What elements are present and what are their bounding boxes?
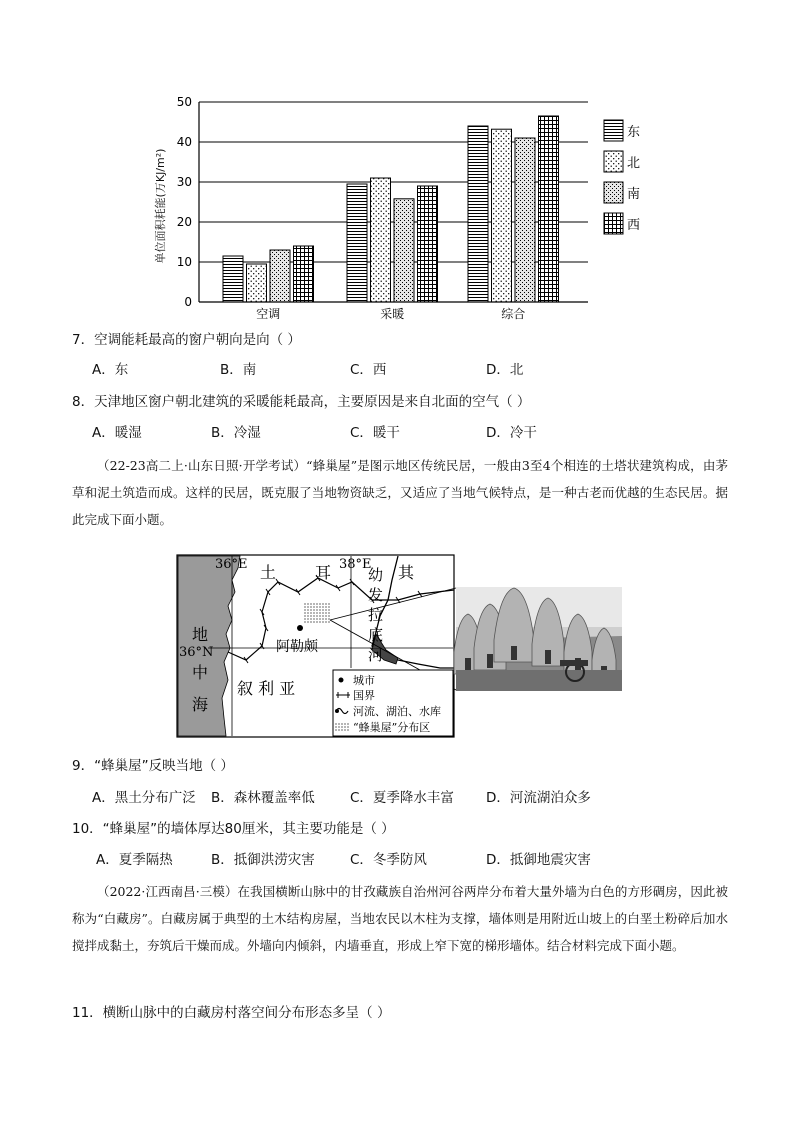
area-dot: [304, 603, 305, 604]
area-dot: [316, 603, 317, 604]
map-turkey-char-2: 耳: [315, 563, 332, 582]
area-dot: [322, 609, 323, 610]
map-river-char-3: 拉: [368, 606, 384, 624]
area-dot: [325, 615, 326, 616]
area-dot: [316, 621, 317, 622]
map-turkey-char-3: 其: [398, 563, 415, 582]
area-dot: [313, 612, 314, 613]
area-dot: [307, 606, 308, 607]
q10-option-c[interactable]: C．冬季防风: [350, 852, 427, 868]
area-dot: [310, 621, 311, 622]
area-dot: [322, 618, 323, 619]
area-dot: [307, 603, 308, 604]
question-9: 9．“蜂巢屋”反映当地（ ）: [72, 758, 234, 774]
bar-北-综合: [492, 129, 512, 302]
energy-bar-chart: [145, 90, 655, 330]
q9-option-a[interactable]: A．黑土分布广泛: [92, 790, 196, 806]
legend-dot: [347, 723, 348, 724]
q10-option-d[interactable]: D．抵御地震灾害: [486, 852, 591, 868]
legend-border: 国界: [353, 689, 375, 702]
dome-door: [465, 658, 471, 672]
area-dot: [322, 612, 323, 613]
bar-北-采暖: [371, 178, 391, 302]
legend-dot: [347, 726, 348, 727]
legend-swatch-南: [604, 182, 623, 203]
legend-river: 河流、湖泊、水库: [353, 705, 441, 718]
map-sea-char-2: 中: [192, 663, 209, 682]
legend-label: 北: [627, 156, 641, 171]
area-dot: [325, 606, 326, 607]
legend-dot: [344, 723, 345, 724]
area-dot: [310, 609, 311, 610]
area-dot: [310, 618, 311, 619]
area-dot: [325, 618, 326, 619]
legend-dot: [338, 729, 339, 730]
area-dot: [304, 615, 305, 616]
map-river-char-4: 底: [368, 626, 384, 644]
legend-beehive-area: “蜂巢屋”分布区: [353, 721, 431, 734]
q8-option-d[interactable]: D．冷干: [486, 425, 537, 441]
y-tick-label: 40: [176, 135, 192, 149]
map-river-char-1: 幼: [368, 566, 384, 584]
passage-white-tibetan-houses: （2022·江西南昌·三模）在我国横断山脉中的甘孜藏族自治州河谷两岸分布着大量外墙为白色的方形碉房，因此被称为“白藏房”。白藏房属于典型的土木结构房屋，当地农民以木柱为支撑，墙体则是用附近山坡上的白垩土粉碎后加水搅拌成黏土，夯筑后干燥而成。外墙向内倾斜，内墙垂直，形成上窄下宽的梯形墙体。结合材料完成下面小题。: [72, 884, 728, 953]
area-dot: [322, 621, 323, 622]
q9-option-d[interactable]: D．河流湖泊众多: [486, 790, 591, 806]
area-dot: [322, 603, 323, 604]
question-8: 8．天津地区窗户朝北建筑的采暖能耗最高，主要原因是来自北面的空气（ ）: [72, 394, 531, 410]
bar-南-采暖: [394, 199, 414, 302]
bar-北-空调: [247, 264, 267, 302]
bar-东-综合: [468, 126, 488, 302]
area-dot: [310, 615, 311, 616]
area-dot: [310, 606, 311, 607]
area-dot: [328, 618, 329, 619]
area-dot: [313, 621, 314, 622]
bar-东-采暖: [347, 184, 367, 302]
area-dot: [325, 621, 326, 622]
bar-南-空调: [270, 250, 290, 302]
area-dot: [319, 609, 320, 610]
bar-东-空调: [223, 256, 243, 302]
area-dot: [307, 618, 308, 619]
map-river-char-5: 河: [368, 646, 384, 664]
area-dot: [316, 615, 317, 616]
area-dot: [313, 618, 314, 619]
legend-dot: [341, 723, 342, 724]
y-tick-label: 10: [176, 255, 192, 269]
x-tick-label: 综合: [501, 307, 526, 321]
beehive-house-photo: [454, 587, 622, 691]
area-dot: [319, 612, 320, 613]
question-7: 7．空调能耗最高的窗户朝向是向（ ）: [72, 332, 301, 348]
legend-label: 南: [627, 187, 641, 202]
bar-西-采暖: [418, 186, 438, 302]
legend-swatch-北: [604, 151, 623, 172]
map-sea-char-1: 地: [192, 625, 209, 644]
area-dot: [307, 609, 308, 610]
area-dot: [313, 615, 314, 616]
area-dot: [322, 606, 323, 607]
map-lon36-label: 36°E: [215, 557, 248, 572]
legend-dot: [335, 729, 336, 730]
map-turkey-char-1: 土: [260, 563, 277, 582]
q8-option-c[interactable]: C．暖干: [350, 425, 400, 441]
area-dot: [307, 612, 308, 613]
legend-dot: [347, 729, 348, 730]
q7-option-a[interactable]: A．东: [92, 362, 129, 378]
q9-option-c[interactable]: C．夏季降水丰富: [350, 790, 454, 806]
map-lon38-label: 38°E: [339, 557, 372, 572]
area-dot: [328, 612, 329, 613]
bar-西-综合: [539, 116, 559, 302]
legend-dot: [338, 723, 339, 724]
area-dot: [304, 621, 305, 622]
q10-option-b[interactable]: B．抵御洪涝灾害: [211, 852, 315, 868]
question-11: 11．横断山脉中的白藏房村落空间分布形态多呈（ ）: [72, 1005, 391, 1021]
y-tick-label: 20: [176, 215, 192, 229]
area-dot: [316, 612, 317, 613]
area-dot: [325, 609, 326, 610]
dome-door: [511, 646, 517, 660]
passage-beehive-houses: （22-23高二上·山东日照·开学考试）“蜂巢屋”是图示地区传统民居，一般由3至4个相连的土塔状建筑构成，由茅草和泥土筑造而成。这样的民居，既克服了当地物资缺乏，又适应了当地气候特点，是一种古老而优越的生态民居。据此完成下面小题。: [72, 458, 728, 527]
q9-option-b[interactable]: B．森林覆盖率低: [211, 790, 315, 806]
area-dot: [319, 618, 320, 619]
legend-dot: [338, 726, 339, 727]
y-tick-label: 30: [176, 175, 192, 189]
q7-option-c[interactable]: C．西: [350, 362, 387, 378]
legend-dot: [341, 729, 342, 730]
area-dot: [307, 615, 308, 616]
area-dot: [304, 606, 305, 607]
q8-option-a[interactable]: A．暖湿: [92, 425, 142, 441]
area-dot: [316, 609, 317, 610]
area-dot: [310, 603, 311, 604]
area-dot: [319, 606, 320, 607]
legend-dot: [344, 729, 345, 730]
y-tick-label: 50: [176, 95, 192, 109]
legend-swatch-西: [604, 213, 623, 234]
area-dot: [325, 612, 326, 613]
area-dot: [328, 621, 329, 622]
area-dot: [322, 615, 323, 616]
area-dot: [310, 612, 311, 613]
map-lat36-label: 36°N: [179, 645, 214, 660]
map-figure: [176, 554, 632, 740]
area-dot: [319, 615, 320, 616]
legend-dot: [341, 726, 342, 727]
q7-option-b[interactable]: B．南: [220, 362, 257, 378]
area-dot: [316, 606, 317, 607]
area-dot: [328, 615, 329, 616]
map-sea-char-3: 海: [192, 695, 209, 714]
map-syria-label: 叙 利 亚: [237, 679, 296, 698]
q10-option-a[interactable]: A．夏季隔热: [96, 852, 173, 868]
legend-dot: [335, 726, 336, 727]
area-dot: [304, 612, 305, 613]
area-dot: [304, 609, 305, 610]
q8-option-b[interactable]: B．冷湿: [211, 425, 261, 441]
legend-dot: [344, 726, 345, 727]
y-tick-label: 0: [184, 295, 192, 309]
area-dot: [304, 618, 305, 619]
area-dot: [325, 603, 326, 604]
question-10: 10．“蜂巢屋”的墙体厚达80厘米，其主要功能是（ ）: [72, 821, 395, 837]
x-tick-label: 空调: [256, 307, 281, 321]
area-dot: [328, 603, 329, 604]
area-dot: [313, 606, 314, 607]
area-dot: [316, 618, 317, 619]
legend-label: 西: [627, 218, 641, 233]
map-aleppo-label: 阿勒颇: [276, 639, 318, 655]
area-dot: [328, 606, 329, 607]
bar-南-综合: [515, 138, 535, 302]
area-dot: [319, 603, 320, 604]
legend-city: 城市: [353, 674, 375, 687]
area-dot: [313, 609, 314, 610]
legend-dot: [335, 723, 336, 724]
area-dot: [307, 621, 308, 622]
legend-swatch-东: [604, 120, 623, 141]
q7-option-d[interactable]: D．北: [486, 362, 524, 378]
area-dot: [319, 621, 320, 622]
area-dot: [328, 609, 329, 610]
x-tick-label: 采暖: [380, 307, 405, 321]
map-river-char-2: 发: [368, 586, 384, 604]
legend-label: 东: [627, 125, 641, 140]
dome-door: [487, 654, 493, 668]
aleppo-city-dot: [297, 625, 303, 631]
dome-door: [545, 650, 551, 664]
bar-西-空调: [294, 246, 314, 302]
area-dot: [313, 603, 314, 604]
